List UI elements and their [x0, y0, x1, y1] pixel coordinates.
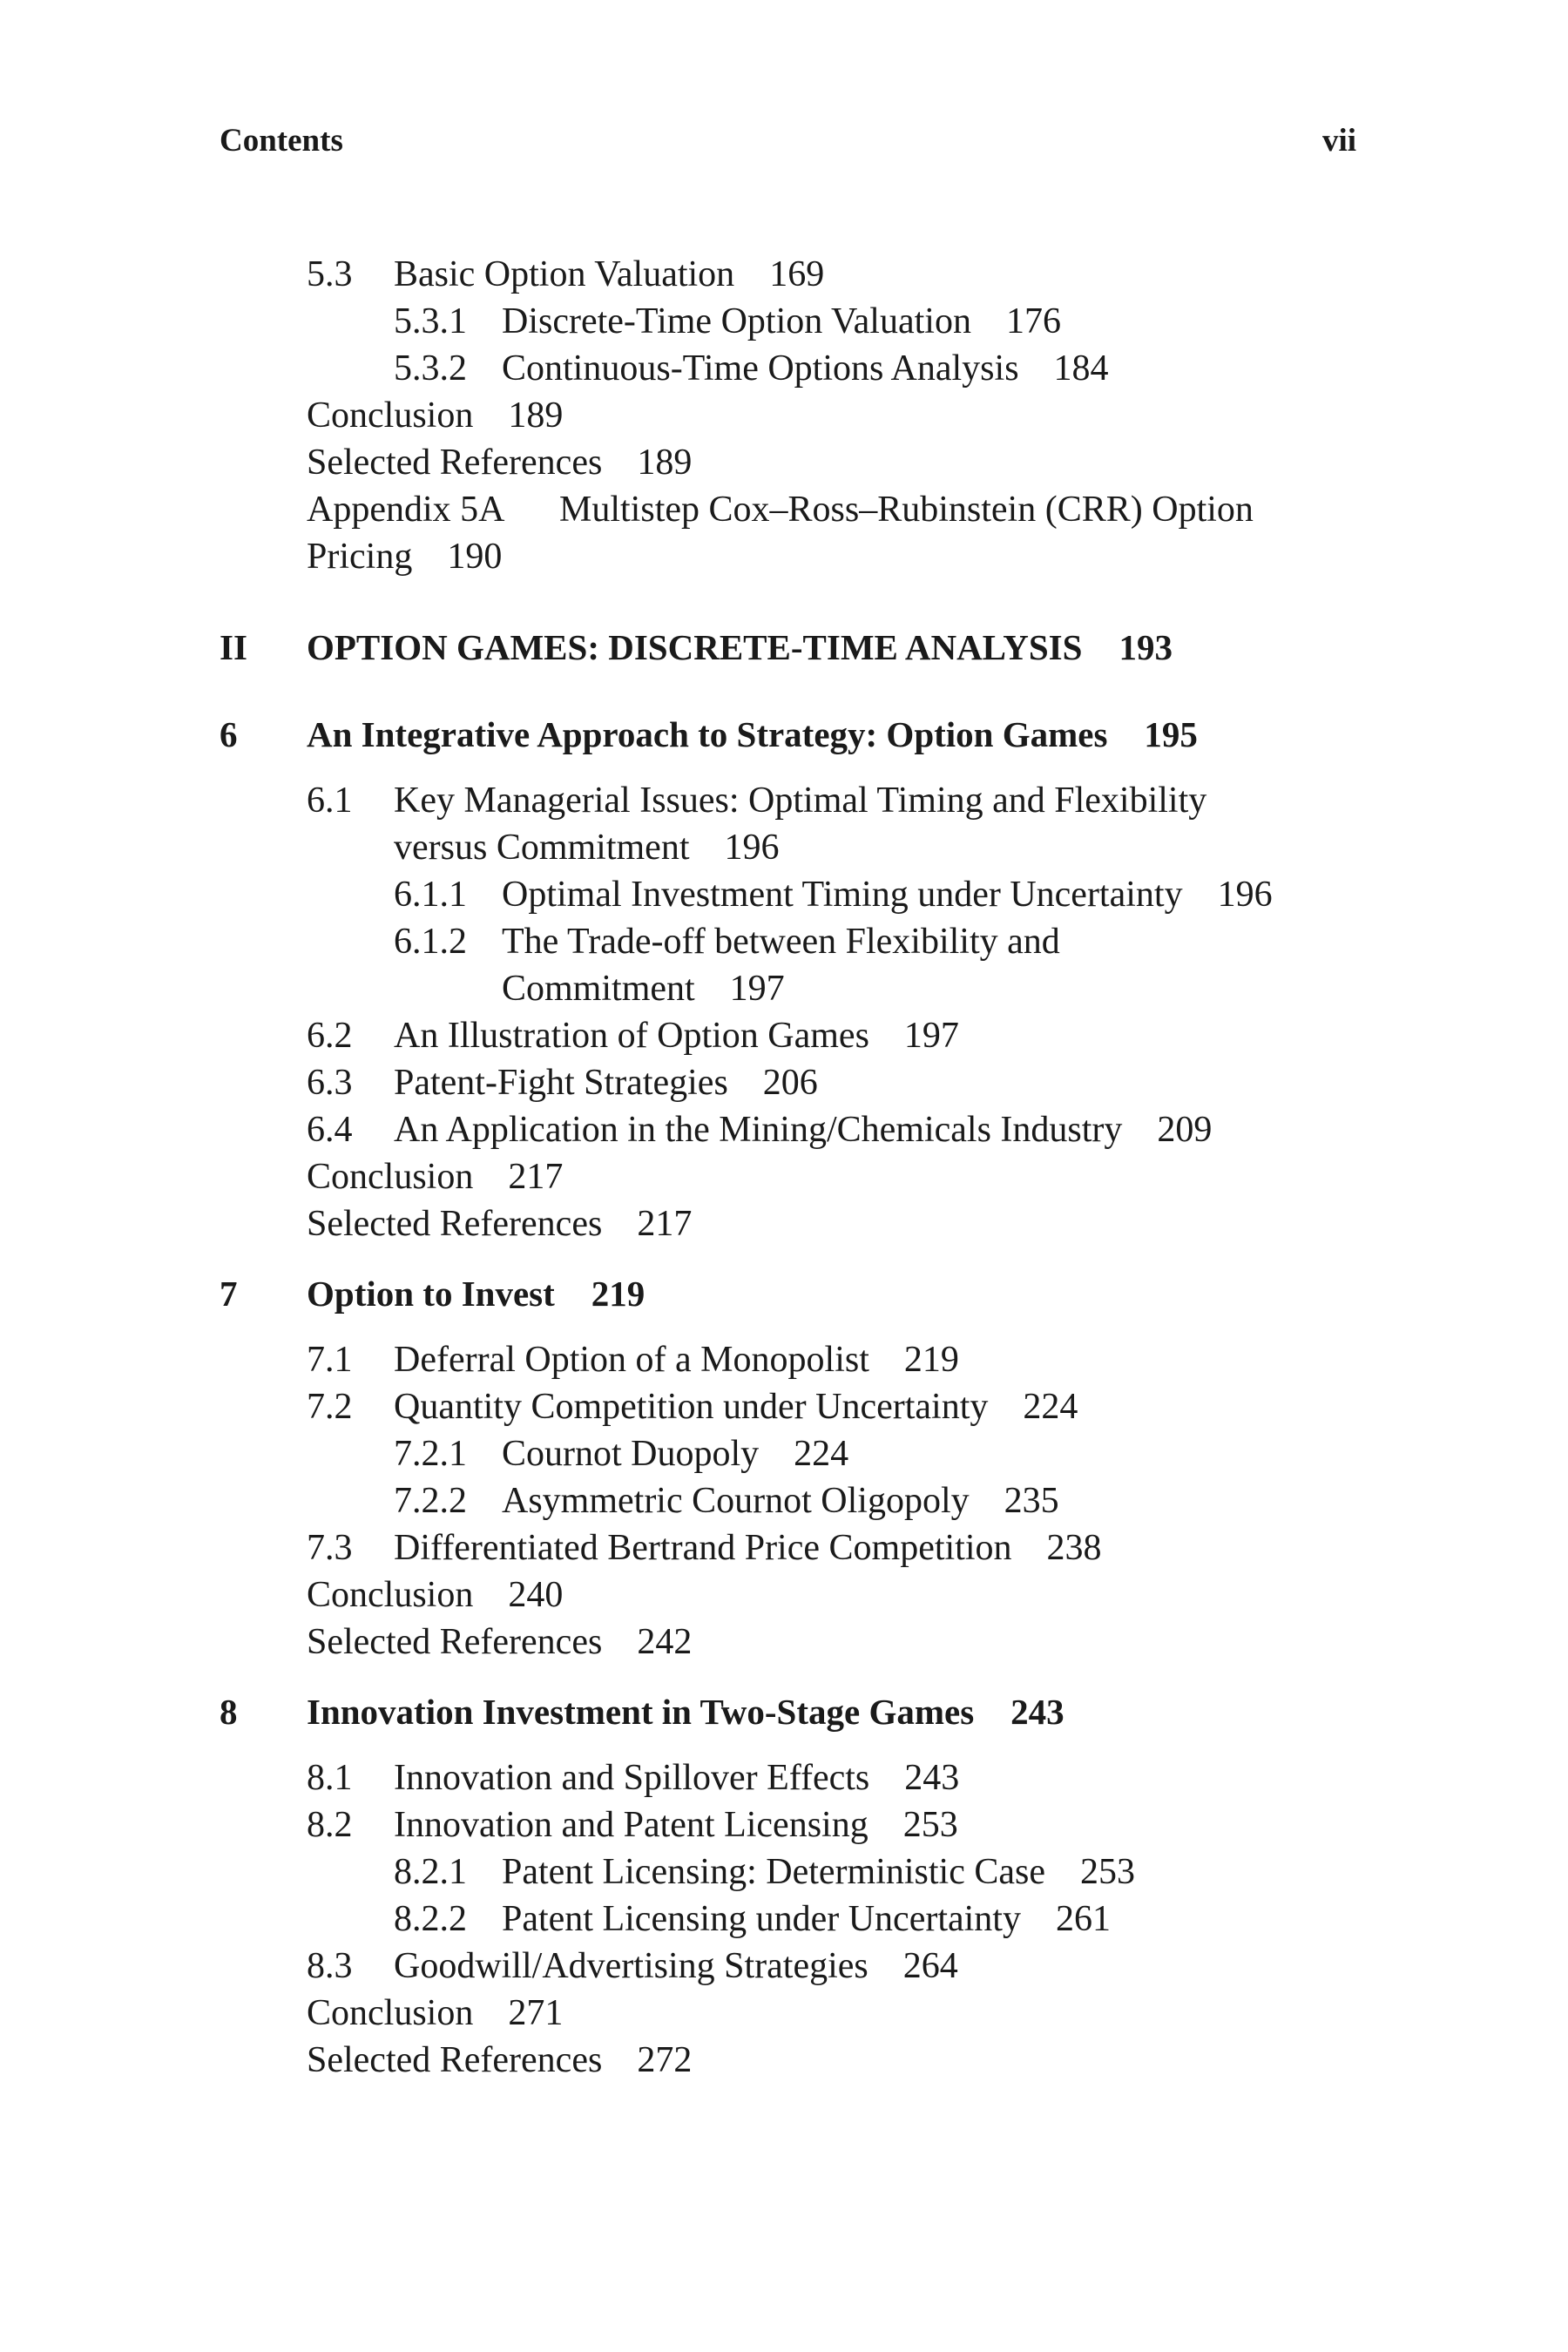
entry-title: Innovation and Spillover Effects	[394, 1758, 870, 1798]
toc-entry-8-3	[307, 1943, 958, 1990]
entry-page: 219	[903, 1340, 959, 1380]
entry-page: 176	[1005, 301, 1061, 341]
chapter-title: An Integrative Approach to Strategy: Option Games	[307, 714, 1108, 754]
page-number: vii	[1321, 123, 1356, 159]
chapter-page: 243	[1010, 1692, 1064, 1732]
entry-title: Differentiated Bertrand Price Competition	[394, 1528, 1012, 1568]
entry-number: 8.1	[307, 1758, 353, 1798]
entry-page: 209	[1157, 1110, 1213, 1150]
entry-number: 5.3.2	[394, 348, 467, 389]
entry-title: Selected References	[307, 1204, 603, 1244]
entry-page: 235	[1004, 1481, 1059, 1521]
chapter-number: 8	[220, 1692, 238, 1732]
entry-title: The Trade-off between Flexibility and	[502, 922, 1060, 962]
part-title: OPTION GAMES: DISCRETE-TIME ANALYSIS	[307, 627, 1083, 667]
entry-title: Conclusion	[307, 1993, 474, 2033]
toc-entry-conclusion-6	[307, 1153, 563, 1200]
toc-entry-8-2	[307, 1801, 958, 1848]
entry-title: Key Managerial Issues: Optimal Timing and Flexibility	[394, 781, 1207, 821]
toc-entry-conclusion-5	[307, 392, 563, 439]
toc-entry-7-1	[307, 1336, 959, 1383]
entry-title: Asymmetric Cournot Oligopoly	[502, 1481, 970, 1521]
entry-number: 5.3	[307, 254, 353, 294]
entry-page: 197	[903, 1016, 959, 1056]
entry-title: An Application in the Mining/Chemicals Industry	[394, 1110, 1123, 1150]
part-number: II	[220, 627, 247, 667]
entry-title: Commitment	[502, 969, 695, 1009]
toc-entry-5-3	[307, 251, 824, 298]
entry-page: 271	[508, 1993, 564, 2033]
entry-number: 6.1	[307, 781, 353, 821]
part-page: 193	[1119, 627, 1173, 667]
toc-entry-6-1-1	[394, 871, 1273, 918]
entry-page: 217	[508, 1157, 564, 1197]
chapter-page: 195	[1144, 714, 1198, 754]
entry-title: Patent-Fight Strategies	[394, 1063, 728, 1103]
toc-entry-appendix-5a-cont	[307, 533, 502, 580]
entry-page: 189	[637, 443, 693, 483]
toc-entry-conclusion-8	[307, 1990, 563, 2037]
toc-entry-appendix-5a	[307, 486, 1254, 533]
entry-number: 7.2.1	[394, 1434, 467, 1474]
entry-title: Patent Licensing: Deterministic Case	[502, 1852, 1046, 1892]
entry-page: 253	[1080, 1852, 1136, 1892]
toc-entry-7-2	[307, 1383, 1078, 1430]
entry-number: 6.4	[307, 1110, 353, 1150]
running-head-title: Contents	[220, 123, 343, 159]
chapter-title: Option to Invest	[307, 1274, 555, 1314]
toc-entry-6-1	[307, 777, 1206, 824]
entry-page: 224	[794, 1434, 849, 1474]
toc-entry-8-1	[307, 1754, 959, 1801]
toc-entry-6-1-2	[394, 918, 1060, 965]
entry-page: 240	[508, 1575, 564, 1615]
entry-number: 6.1.1	[394, 875, 467, 915]
entry-page: 184	[1053, 348, 1109, 389]
entry-number: 6.1.2	[394, 922, 467, 962]
entry-page: 272	[637, 2040, 693, 2080]
chapter-page: 219	[591, 1274, 645, 1314]
entry-page: 242	[637, 1622, 693, 1662]
entry-title: Optimal Investment Timing under Uncertainty	[502, 875, 1183, 915]
entry-title: Quantity Competition under Uncertainty	[394, 1387, 989, 1427]
chapter-number: 7	[220, 1274, 238, 1314]
entry-title: Cournot Duopoly	[502, 1434, 760, 1474]
entry-number: 8.2	[307, 1805, 353, 1845]
entry-number: 5.3.1	[394, 301, 467, 341]
entry-title: Conclusion	[307, 1157, 474, 1197]
toc-entry-references-7	[307, 1619, 692, 1666]
toc-entry-references-5	[307, 439, 692, 486]
entry-page: 196	[1217, 875, 1273, 915]
entry-page: 217	[637, 1204, 693, 1244]
entry-number: 8.3	[307, 1946, 353, 1986]
entry-number: Appendix 5A	[307, 490, 505, 530]
entry-title: Deferral Option of a Monopolist	[394, 1340, 869, 1380]
entry-page: 189	[508, 395, 564, 436]
toc-entry-7-3	[307, 1524, 1102, 1571]
entry-title: An Illustration of Option Games	[394, 1016, 869, 1056]
entry-page: 197	[729, 969, 785, 1009]
entry-page: 190	[447, 537, 503, 577]
entry-title: Selected References	[307, 1622, 603, 1662]
entry-page: 264	[902, 1946, 958, 1986]
entry-page: 261	[1055, 1899, 1111, 1939]
entry-page: 253	[902, 1805, 958, 1845]
toc-entry-6-3	[307, 1059, 818, 1106]
toc-entry-5-3-2	[394, 345, 1109, 392]
toc-entry-6-1-cont	[394, 824, 780, 871]
toc-entry-6-1-2-cont	[502, 965, 785, 1012]
entry-title: Goodwill/Advertising Strategies	[394, 1946, 868, 1986]
toc-entry-references-8	[307, 2037, 692, 2084]
toc-entry-7-2-2	[394, 1477, 1059, 1524]
entry-page: 238	[1046, 1528, 1102, 1568]
entry-title: Discrete-Time Option Valuation	[502, 301, 971, 341]
toc-entry-8-2-1	[394, 1848, 1135, 1896]
entry-number: 6.3	[307, 1063, 353, 1103]
entry-title: Selected References	[307, 443, 603, 483]
entry-number: 7.1	[307, 1340, 353, 1380]
toc-entry-conclusion-7	[307, 1571, 563, 1619]
entry-number: 6.2	[307, 1016, 353, 1056]
entry-title: Multistep Cox–Ross–Rubinstein (CRR) Option	[559, 490, 1254, 530]
entry-number: 8.2.1	[394, 1852, 467, 1892]
entry-title: Patent Licensing under Uncertainty	[502, 1899, 1021, 1939]
entry-title: Conclusion	[307, 395, 474, 436]
entry-title: Selected References	[307, 2040, 603, 2080]
toc-entry-7-2-1	[394, 1430, 848, 1477]
entry-title: Basic Option Valuation	[394, 254, 735, 294]
toc-entry-8-2-2	[394, 1896, 1111, 1943]
entry-title: Innovation and Patent Licensing	[394, 1805, 868, 1845]
toc-entry-5-3-1	[394, 298, 1061, 345]
entry-title: Continuous-Time Options Analysis	[502, 348, 1019, 389]
chapter-title: Innovation Investment in Two-Stage Games	[307, 1692, 975, 1732]
entry-page: 196	[724, 828, 780, 868]
entry-number: 7.3	[307, 1528, 353, 1568]
entry-page: 206	[762, 1063, 818, 1103]
entry-number: 7.2	[307, 1387, 353, 1427]
entry-page: 243	[904, 1758, 960, 1798]
toc-entry-6-4	[307, 1106, 1212, 1153]
entry-title: Pricing	[307, 537, 413, 577]
toc-entry-6-2	[307, 1012, 959, 1059]
entry-page: 224	[1023, 1387, 1078, 1427]
chapter-number: 6	[220, 714, 238, 754]
toc-entry-references-6	[307, 1200, 692, 1247]
entry-number: 7.2.2	[394, 1481, 467, 1521]
entry-page: 169	[769, 254, 825, 294]
entry-title: versus Commitment	[394, 828, 690, 868]
running-head	[220, 122, 1356, 166]
entry-title: Conclusion	[307, 1575, 474, 1615]
entry-number: 8.2.2	[394, 1899, 467, 1939]
